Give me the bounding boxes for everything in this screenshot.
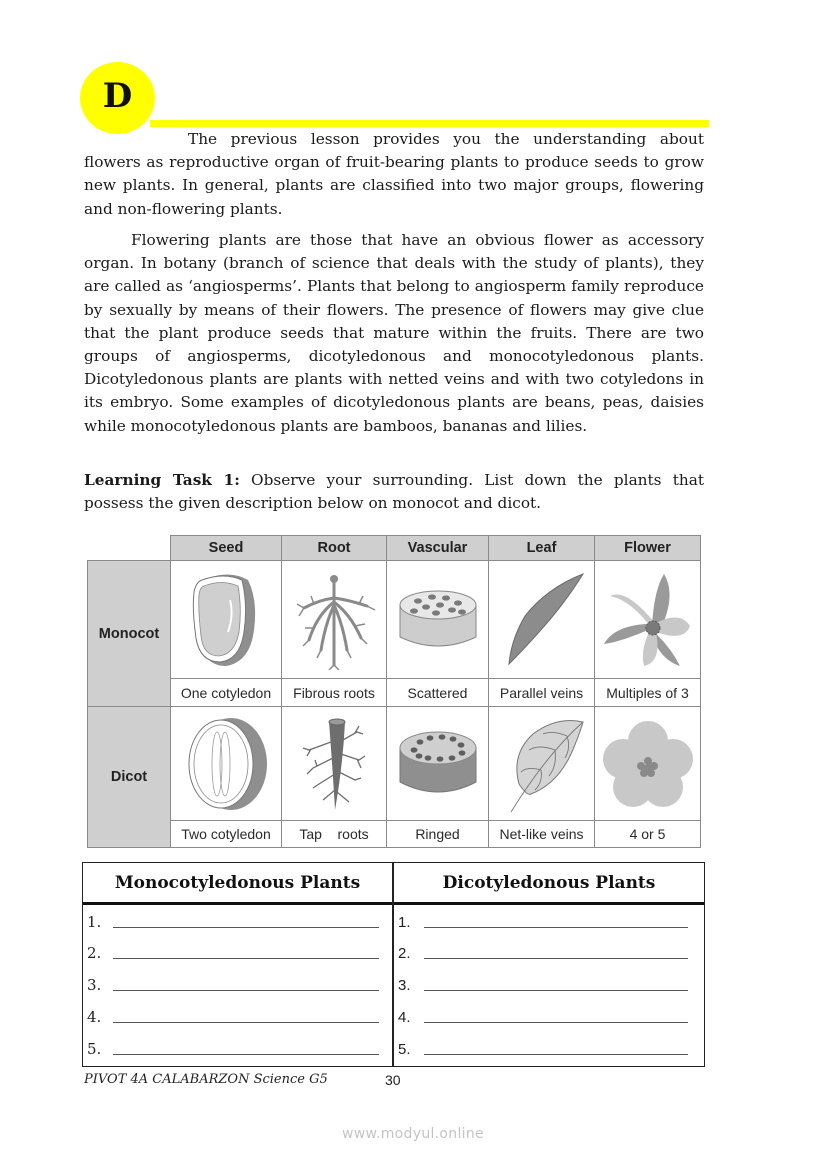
monocot-answer-line-2[interactable] xyxy=(87,938,379,962)
caption-ringed: Ringed xyxy=(386,820,489,848)
column-header-seed: Seed xyxy=(170,535,282,561)
five-petal-flower-icon xyxy=(603,719,693,809)
caption-two-cotyledon: Two cotyledon xyxy=(170,820,282,848)
line-number: 2. xyxy=(87,944,102,962)
dicot-entry-1[interactable] xyxy=(424,911,688,928)
watermark: www.modyul.online xyxy=(342,1126,484,1142)
line-number: 3. xyxy=(87,976,102,994)
dicot-entry-2[interactable] xyxy=(424,942,688,959)
caption-net-like-veins: Net-like veins xyxy=(488,820,595,848)
caption-tap-roots: Tap roots xyxy=(281,820,387,848)
dicot-entry-5[interactable] xyxy=(424,1038,688,1055)
line-number: 5. xyxy=(398,1041,411,1058)
monocot-entry-1[interactable] xyxy=(113,911,379,928)
tap-root-cell xyxy=(281,706,387,821)
dicot-answer-line-2[interactable] xyxy=(398,938,688,962)
five-petal-flower-cell xyxy=(594,706,701,821)
dicot-answer-line-3[interactable] xyxy=(398,970,688,994)
ringed-vascular-icon xyxy=(396,726,480,802)
header-divider xyxy=(83,902,704,905)
caption-parallel-veins: Parallel veins xyxy=(488,678,595,707)
net-vein-leaf-cell xyxy=(488,706,595,821)
monocot-entry-2[interactable] xyxy=(113,942,379,959)
line-number: 5. xyxy=(87,1040,102,1058)
footer-title: PIVOT 4A CALABARZON Science G5 xyxy=(84,1072,328,1087)
fibrous-root-cell xyxy=(281,560,387,679)
angiosperm-paragraph xyxy=(84,229,704,438)
line-number: 3. xyxy=(398,977,411,994)
dicot-answer-line-5[interactable] xyxy=(398,1034,688,1058)
column-header-vascular: Vascular xyxy=(386,535,489,561)
intro-paragraph-text: The previous lesson provides you the understanding about flowers as reproductive organ of fruit-bearing plants to produce seeds to grow new plants. In general, plants are classified into two major groups, flowering and non-flowering plants. xyxy=(84,130,704,218)
line-number: 2. xyxy=(398,945,411,962)
monocot-answer-line-3[interactable] xyxy=(87,970,379,994)
ringed-vascular-cell xyxy=(386,706,489,821)
caption-4-or-5: 4 or 5 xyxy=(594,820,701,848)
monocot-answer-line-4[interactable] xyxy=(87,1002,379,1026)
dicot-answer-line-1[interactable] xyxy=(398,907,688,931)
caption-multiples-of-3: Multiples of 3 xyxy=(594,678,701,707)
six-petal-flower-cell xyxy=(594,560,701,679)
angiosperm-paragraph-text: Flowering plants are those that have an obvious flower as accessory organ. In botany (branch of science that deals with the study of plants), they are called as ‘angiosperms’. Plants that belong to angiosperm family reproduce by sexually by means of their flowers. The presence of flowers may give clue that the plant produce seeds that mature within the fruits. There are two groups of angiosperms, dicotyledonous and monocotyledonous plants. Dicotyledonous plants are plants with netted veins and with two cotyledons in its embryo. Some examples of dicotyledonous plants are beans, peas, daisies while monocotyledonous plants are bamboos, bananas and lilies. xyxy=(84,231,704,435)
row-label-monocot: Monocot xyxy=(87,560,171,707)
monocot-dicot-comparison-table xyxy=(87,535,701,848)
monocot-answer-line-5[interactable] xyxy=(87,1034,379,1058)
caption-one-cotyledon: One cotyledon xyxy=(170,678,282,707)
header-dicotyledonous-plants: Dicotyledonous Plants xyxy=(442,873,656,893)
learning-task-label: Learning Task 1: xyxy=(84,471,240,489)
scattered-vascular-icon xyxy=(396,585,480,655)
monocot-entry-3[interactable] xyxy=(113,974,379,991)
tap-root-icon xyxy=(299,714,369,814)
answer-table xyxy=(82,862,705,1067)
parallel-vein-leaf-icon xyxy=(497,570,587,670)
dicot-seed-icon xyxy=(181,715,271,813)
caption-scattered: Scattered xyxy=(386,678,489,707)
fibrous-root-icon xyxy=(289,570,379,670)
six-petal-flower-icon xyxy=(600,570,696,670)
section-badge xyxy=(80,62,155,134)
dicot-entry-3[interactable] xyxy=(424,974,688,991)
column-header-root: Root xyxy=(281,535,387,561)
net-vein-leaf-icon xyxy=(497,714,587,814)
section-letter: D xyxy=(102,76,133,116)
line-number: 1. xyxy=(398,914,411,931)
scattered-vascular-cell xyxy=(386,560,489,679)
monocot-seed-icon xyxy=(186,570,266,670)
learning-task-instructions xyxy=(84,469,704,515)
line-number: 1. xyxy=(87,913,102,931)
intro-paragraph xyxy=(84,128,704,221)
caption-fibrous-roots: Fibrous roots xyxy=(281,678,387,707)
row-label-dicot: Dicot xyxy=(87,706,171,848)
monocot-entry-5[interactable] xyxy=(113,1038,379,1055)
line-number: 4. xyxy=(87,1008,102,1026)
column-header-leaf: Leaf xyxy=(488,535,595,561)
column-divider xyxy=(392,863,394,1066)
section-divider xyxy=(150,120,709,127)
parallel-vein-leaf-cell xyxy=(488,560,595,679)
line-number: 4. xyxy=(398,1009,411,1026)
monocot-answer-line-1[interactable] xyxy=(87,907,379,931)
page-number: 30 xyxy=(385,1072,401,1088)
monocot-seed-cell xyxy=(170,560,282,679)
header-monocotyledonous-plants: Monocotyledonous Plants xyxy=(114,873,361,893)
column-header-flower: Flower xyxy=(594,535,701,561)
dicot-seed-cell xyxy=(170,706,282,821)
dicot-entry-4[interactable] xyxy=(424,1006,688,1023)
learning-task-text: Observe your surrounding. List down the plants that possess the given description below on monocot and dicot. xyxy=(84,471,704,513)
dicot-answer-line-4[interactable] xyxy=(398,1002,688,1026)
monocot-entry-4[interactable] xyxy=(113,1006,379,1023)
